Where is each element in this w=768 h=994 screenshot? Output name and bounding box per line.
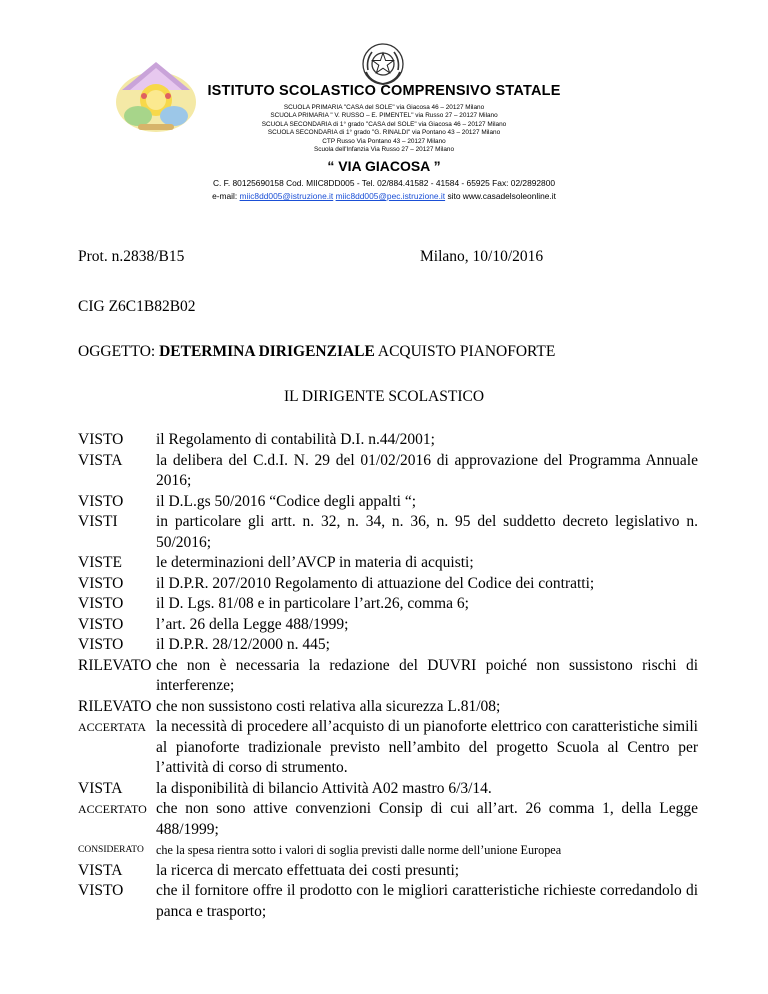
clause-item [78,430,698,451]
cig-code: CIG Z6C1B82B02 [78,298,196,315]
clause-text: il D.P.R. 28/12/2000 n. 445; [156,636,330,653]
clause-item [78,574,698,595]
clause-item [78,799,698,840]
dirigente-heading: IL DIRIGENTE SCOLASTICO [283,388,485,405]
clause-keyword: CONSIDERATO [78,845,144,855]
clause-item [78,881,698,922]
clause-text: il D. Lgs. 81/08 e in particolare l’art.26, comma 6; [156,595,469,612]
document-date: Milano, 10/10/2016 [420,248,544,265]
republic-emblem-icon [360,42,406,86]
clause-text: che la spesa rientra sotto i valori di soglia previsti dalle norme dell’unione Europea [156,843,562,857]
clause-keyword: VISTO [78,636,124,653]
clause-text: il D.L.gs 50/2016 “Codice degli appalti “; [156,492,417,510]
clause-text: la necessità di procedere all’acquisto di un pianoforte elettrico con caratteristiche simili al pianoforte tradizionale previsto nell’ambito del progetto Scuola al Centro per l’attività di corso di strumento. [156,718,698,776]
clause-item [78,861,698,882]
clause-keyword: RILEVATO [78,656,152,674]
email-label: e-mail: [212,191,240,201]
clause-keyword: RILEVATO [78,697,152,715]
contact-line: C. F. 80125690158 Cod. MIIC8DD005 - Tel. 02/884.41582 - 41584 - 65925 Fax: 02/2892800 [212,178,556,188]
website-text: sito www.casadelsoleonline.it [447,191,556,201]
clause-item [78,594,698,615]
subject-bold: DETERMINA DIRIGENZIALE [159,343,375,360]
clause-keyword: ACCERTATO [78,802,147,816]
clause-text: le determinazioni dell’AVCP in materia di acquisti; [156,554,474,571]
clause-text: l’art. 26 della Legge 488/1999; [156,615,349,633]
clause-text: la ricerca di mercato effettuata dei costi presunti; [156,861,460,879]
clause-text: che non sussistono costi relativa alla sicurezza L.81/08; [156,697,501,715]
clause-text: che il fornitore offre il prodotto con le migliori caratteristiche richieste corredandolo di panca e trasporto; [156,882,698,920]
clause-item [78,615,698,636]
school-line: SCUOLA SECONDARIA di 1° grado "G. RINALDI" via Pontano 43 – 20127 Milano [267,129,501,137]
clause-keyword: VISTO [78,492,124,510]
protocol-number: Prot. n.2838/B15 [78,248,185,265]
clause-keyword: VISTO [78,595,124,612]
school-line: SCUOLA PRIMARIA " V. RUSSO – E. PIMENTEL" via Russo 27 – 20127 Milano [270,112,498,120]
clause-keyword: VISTO [78,882,124,899]
clause-keyword: VISTI [78,513,118,530]
clause-keyword: VISTA [78,451,123,469]
clause-text: il Regolamento di contabilità D.I. n.44/2001; [156,431,435,448]
clause-text: in particolare gli artt. n. 32, n. 34, n. 36, n. 95 del suddetto decreto legislativo n. 50/2016; [156,513,698,551]
clause-item [78,779,698,800]
clause-keyword: VISTO [78,431,124,448]
clause-item [78,635,698,656]
clause-keyword: VISTA [78,779,123,797]
clause-text: la disponibilità di bilancio Attività A02 mastro 6/3/14. [156,779,492,797]
subject-line [78,343,555,361]
clause-keyword: VISTE [78,554,122,571]
clause-item [78,451,698,492]
subject-rest: ACQUISTO PIANOFORTE [374,343,556,360]
clause-text: che non è necessaria la redazione del DUVRI poiché non sussistono rischi di interferenze; [156,656,698,694]
email-line [0,191,768,201]
clause-item [78,717,698,779]
clause-item [78,697,698,718]
clause-item [78,512,698,553]
clause-keyword: VISTA [78,861,123,879]
clause-keyword: ACCERTATA [78,720,147,734]
school-line: Scuola dell'Infanzia Via Russo 27 – 20127 Milano [313,146,454,154]
school-line: SCUOLA PRIMARIA "CASA del SOLE" via Giacosa 46 – 20127 Milano [283,104,485,111]
clauses-list [78,430,698,922]
clause-text: che non sono attive convenzioni Consip di cui all’art. 26 comma 1, della Legge 488/1999; [156,800,698,838]
clause-keyword: VISTO [78,615,124,633]
school-line: CTP Russo Via Pontano 43 – 20127 Milano [322,137,446,145]
email-link-pec[interactable]: miic8dd005@pec.istruzione.it [335,191,446,201]
clause-item [78,492,698,513]
clause-item [78,553,698,574]
email-link-istruzione[interactable]: miic8dd005@istruzione.it [239,191,334,201]
subject-label: OGGETTO: [78,343,160,360]
clause-item [78,840,698,861]
clause-text: la delibera del C.d.I. N. 29 del 01/02/2016 di approvazione del Programma Annuale 2016; [156,451,698,489]
clause-item [78,656,698,697]
institute-title: ISTITUTO SCOLASTICO COMPRENSIVO STATALE [207,83,561,99]
school-list [0,104,768,154]
via-giacosa-heading: “ VIA GIACOSA ” [327,158,441,174]
clause-keyword: VISTO [78,574,124,592]
clause-text: il D.P.R. 207/2010 Regolamento di attuazione del Codice dei contratti; [156,574,595,592]
school-line: SCUOLA SECONDARIA di 1° grado "CASA del SOLE" via Giacosa 46 – 20127 Milano [261,120,507,128]
